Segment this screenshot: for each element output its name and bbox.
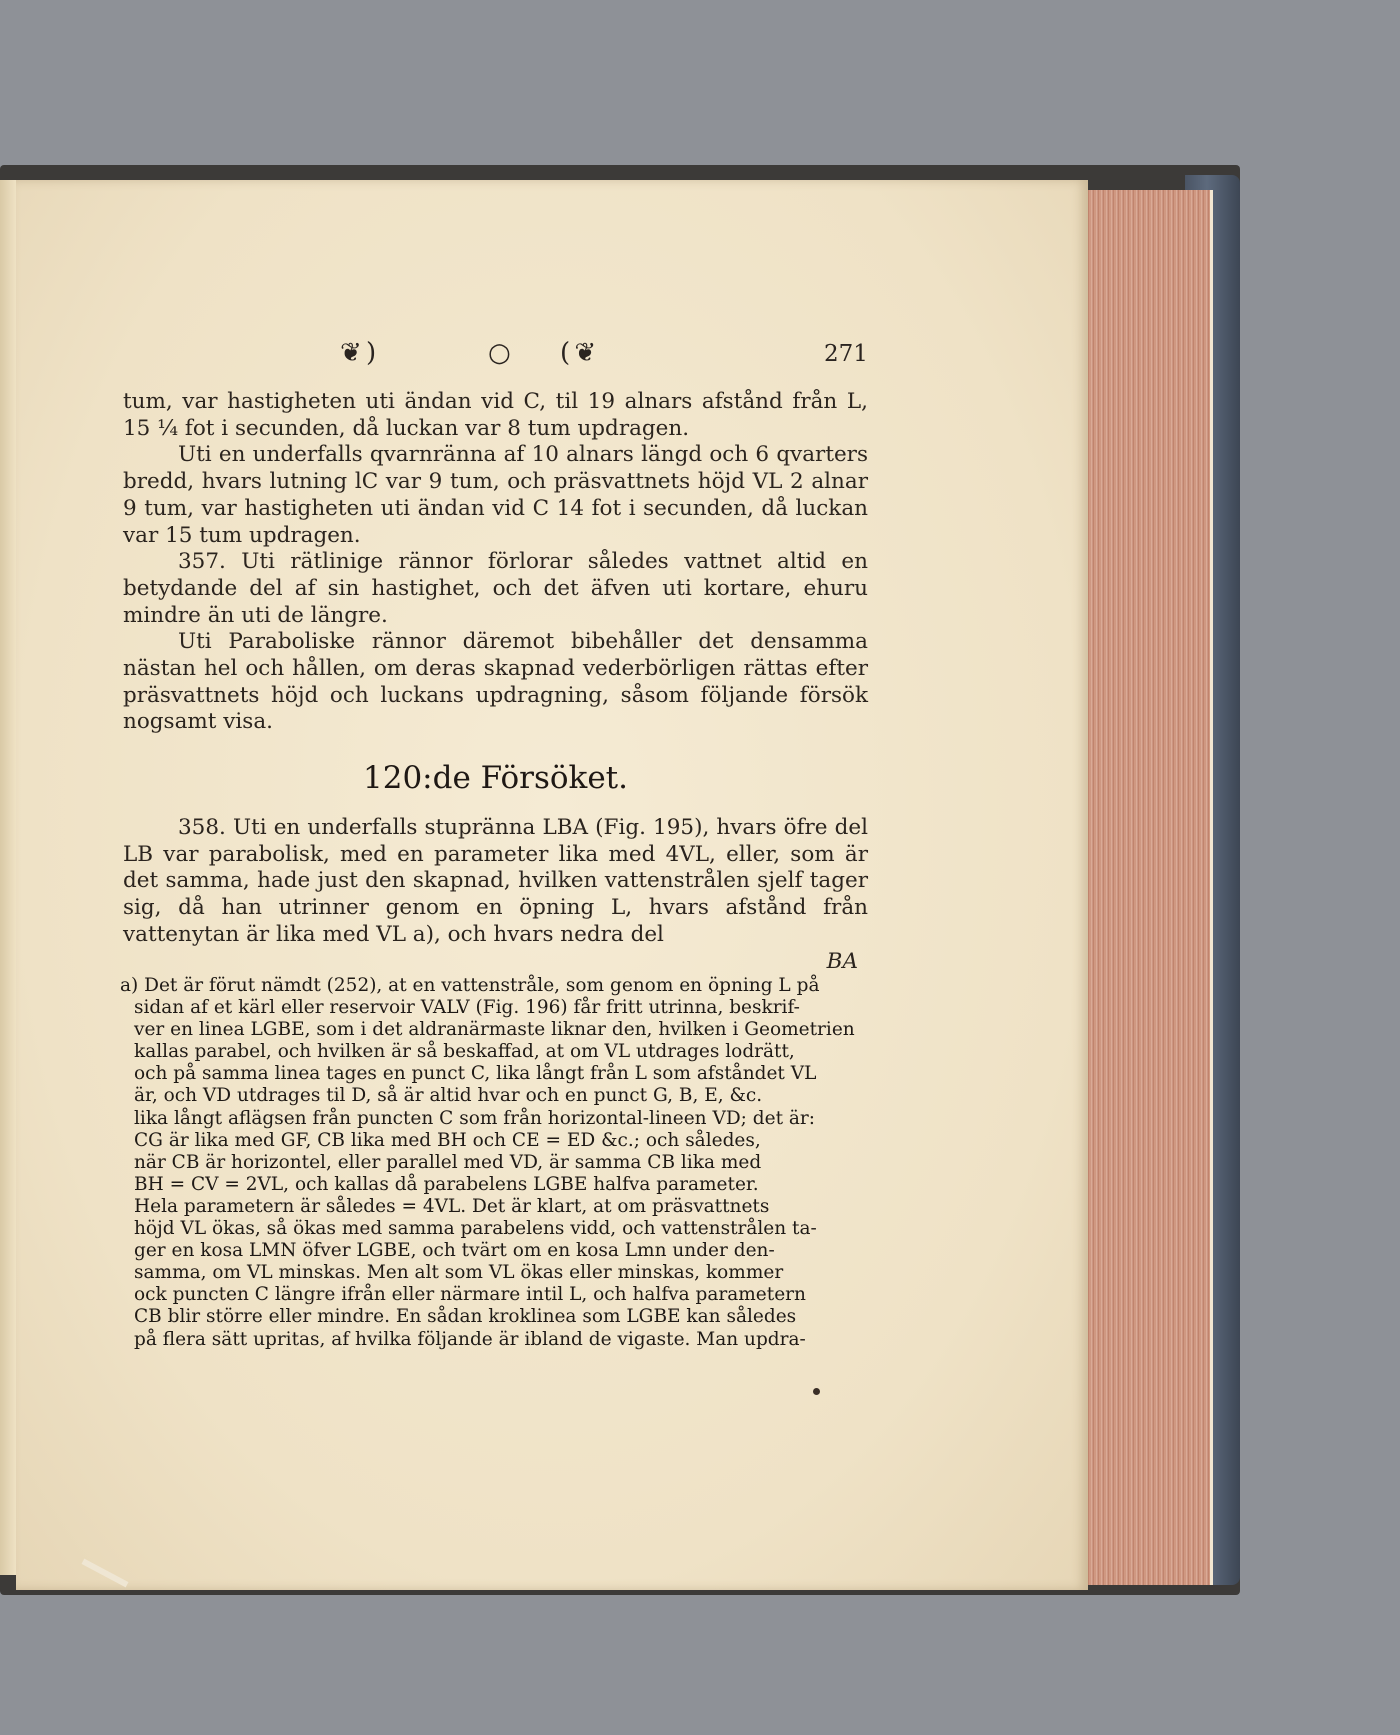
footnote-line: Hela parametern är således = 4VL. Det är klart, at om präsvattnets xyxy=(134,1195,770,1217)
page-header xyxy=(340,338,860,374)
catchword: BA xyxy=(826,948,858,974)
page-edges xyxy=(1085,190,1213,1585)
ornament-left-icon: ❦ ) xyxy=(340,338,375,368)
footnote-line: ger en kosa LMN öfver LGBE, och tvärt om en kosa Lmn under den- xyxy=(134,1240,775,1262)
left-page-edge xyxy=(0,180,16,1575)
footnote-line: på flera sätt upritas, af hvilka följande är ibland de vigaste. Man updra- xyxy=(134,1328,806,1350)
footnote-line: samma, om VL minskas. Men alt som VL ökas eller minskas, kommer xyxy=(134,1262,784,1284)
footnote-line: ock puncten C längre ifrån eller närmare intil L, och halfva parametern xyxy=(134,1284,806,1306)
paragraph: tum, var hastigheten uti ändan vid C, til 19 alnars afstånd från L, 15 ¼ fot i secunden, då luckan var 8 tum updragen. xyxy=(123,389,868,441)
ornament-right-icon: ( ❦ xyxy=(560,338,595,368)
page-number: 271 xyxy=(824,341,868,367)
footnote-line: är, och VD utdrages til D, så är altid hvar och en punct G, B, E, &c. xyxy=(134,1085,763,1107)
footnote-line: och på samma linea tages en punct C, lika långt från L som afståndet VL xyxy=(134,1063,817,1085)
footnote-line: CB blir större eller mindre. En sådan kroklinea som LGBE kan således xyxy=(134,1306,797,1328)
footnote-line: sidan af et kärl eller reservoir VALV (Fig. 196) får fritt utrinna, beskrif- xyxy=(134,997,800,1019)
section-heading: 120:de Försöket. xyxy=(363,760,628,796)
body-text-2 xyxy=(123,815,868,975)
footnote xyxy=(120,975,870,1351)
footnote-line: höjd VL ökas, så ökas med samma parabelens vidd, och vattenstrålen ta- xyxy=(134,1218,817,1240)
footnote-line: a) Det är förut nämdt (252), at en vattenstråle, som genom en öpning L på xyxy=(120,975,820,996)
paragraph: 357. Uti rätlinige rännor förlorar således vattnet altid en betydande del af sin hastighet, och det äfven uti kortare, ehuru mindre än uti de längre. xyxy=(123,549,868,628)
footnote-line: när CB är horizontel, eller parallel med VD, är samma CB lika med xyxy=(134,1151,762,1173)
paragraph: Uti en underfalls qvarnränna af 10 alnars längd och 6 qvarters bredd, hvars lutning lC var 9 tum, och präsvattnets höjd VL 2 alnar 9 tum, var hastigheten uti ändan vid C 14 fot i secunden, då luckan var 15 tum updragen. xyxy=(123,442,868,548)
footnote-line: ver en linea LGBE, som i det aldranärmaste liknar den, hvilken i Geometrien xyxy=(134,1019,855,1041)
ink-dot xyxy=(813,1388,820,1395)
body-text xyxy=(123,389,868,736)
footnote-line: BH = CV = 2VL, och kallas då parabelens LGBE halfva parameter. xyxy=(134,1173,759,1195)
footnote-line: lika långt aflägsen från puncten C som från horizontal-lineen VD; det är: xyxy=(134,1107,815,1129)
paragraph: Uti Paraboliske rännor däremot bibehåller det densamma nästan hel och hållen, om deras skapnad vederbörligen rättas efter präsvattnets höjd och luckans updragning, såsom följande försök nogsamt visa. xyxy=(123,629,868,735)
paragraph: 358. Uti en underfalls stupränna LBA (Fig. 195), hvars öfre del LB var parabolisk, med en parameter lika med 4VL, eller, som är det samma, hade just den skapnad, hvilken vattenstrålen sjelf tager sig, då han utrinner genom en öpning L, hvars afstånd från vattenytan är lika med VL a), och hvars nedra del xyxy=(123,815,868,947)
footnote-line: CG är lika med GF, CB lika med BH och CE = ED &c.; och således, xyxy=(134,1129,761,1151)
footnote-line: kallas parabel, och hvilken är så beskaffad, at om VL utdrages lodrätt, xyxy=(134,1041,795,1063)
ornament-mid-icon: ○ xyxy=(488,338,509,368)
